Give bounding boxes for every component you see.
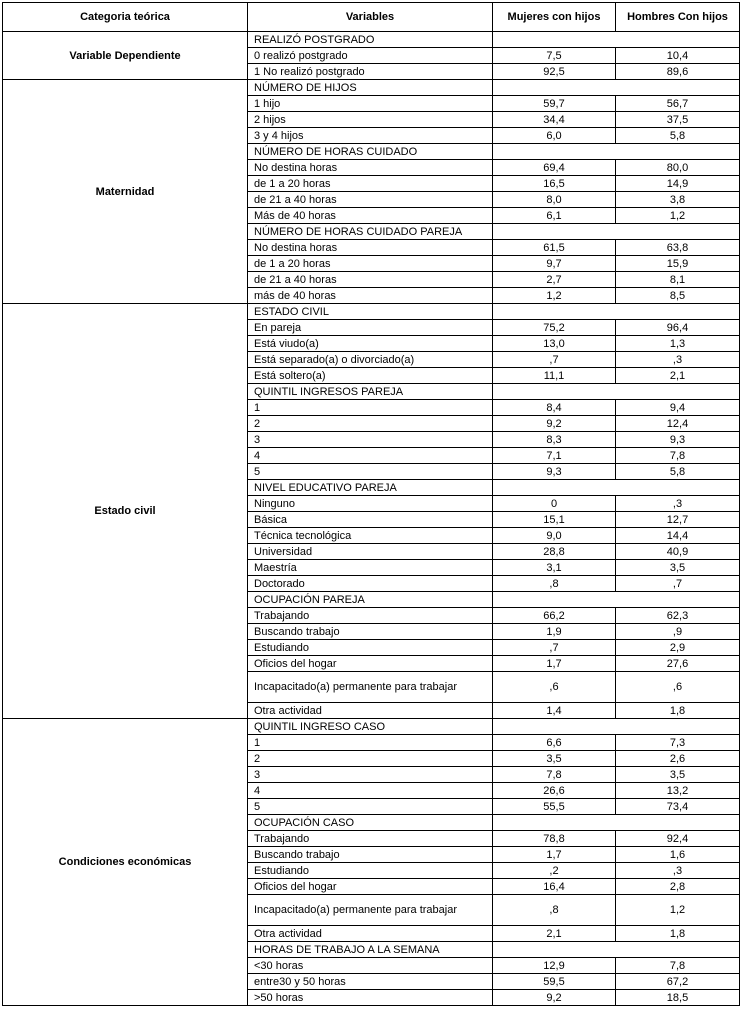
variable-label: Básica bbox=[248, 512, 493, 528]
value-mujeres: ,6 bbox=[493, 672, 616, 703]
value-mujeres: 59,5 bbox=[493, 974, 616, 990]
section-header-row bbox=[3, 719, 740, 735]
value-hombres: 40,9 bbox=[616, 544, 740, 560]
value-hombres: 10,4 bbox=[616, 48, 740, 64]
value-mujeres: 3,5 bbox=[493, 751, 616, 767]
section-label: QUINTIL INGRESOS PAREJA bbox=[248, 384, 493, 400]
value-mujeres: 61,5 bbox=[493, 240, 616, 256]
variable-label: 3 bbox=[248, 767, 493, 783]
variable-label: Está separado(a) o divorciado(a) bbox=[248, 352, 493, 368]
variable-label: 4 bbox=[248, 783, 493, 799]
value-hombres: 73,4 bbox=[616, 799, 740, 815]
variable-label: Buscando trabajo bbox=[248, 847, 493, 863]
value-hombres: 7,3 bbox=[616, 735, 740, 751]
variable-label: 1 bbox=[248, 735, 493, 751]
value-mujeres: 7,1 bbox=[493, 448, 616, 464]
value-hombres: 3,8 bbox=[616, 192, 740, 208]
value-mujeres: 9,3 bbox=[493, 464, 616, 480]
empty-cell bbox=[493, 32, 740, 48]
value-mujeres: 6,1 bbox=[493, 208, 616, 224]
section-label: OCUPACIÓN PAREJA bbox=[248, 592, 493, 608]
value-mujeres: 28,8 bbox=[493, 544, 616, 560]
value-hombres: 1,6 bbox=[616, 847, 740, 863]
variable-label: Incapacitado(a) permanente para trabajar bbox=[248, 672, 493, 703]
value-hombres: 89,6 bbox=[616, 64, 740, 80]
section-header-row bbox=[3, 304, 740, 320]
value-hombres: 1,8 bbox=[616, 926, 740, 942]
value-mujeres: 7,5 bbox=[493, 48, 616, 64]
value-mujeres: 1,4 bbox=[493, 703, 616, 719]
value-hombres: 2,6 bbox=[616, 751, 740, 767]
variable-label: Trabajando bbox=[248, 608, 493, 624]
value-mujeres: 9,0 bbox=[493, 528, 616, 544]
table-container bbox=[2, 2, 740, 1006]
value-mujeres: 16,4 bbox=[493, 879, 616, 895]
value-mujeres: 66,2 bbox=[493, 608, 616, 624]
value-mujeres: ,2 bbox=[493, 863, 616, 879]
header-variables: Variables bbox=[248, 3, 493, 32]
value-mujeres: 92,5 bbox=[493, 64, 616, 80]
section-header-row bbox=[3, 80, 740, 96]
empty-cell bbox=[493, 304, 740, 320]
value-mujeres: 8,0 bbox=[493, 192, 616, 208]
variable-label: entre30 y 50 horas bbox=[248, 974, 493, 990]
header-row bbox=[3, 3, 740, 32]
variable-label: 1 bbox=[248, 400, 493, 416]
value-mujeres: 75,2 bbox=[493, 320, 616, 336]
value-mujeres: 2,1 bbox=[493, 926, 616, 942]
value-mujeres: 26,6 bbox=[493, 783, 616, 799]
value-hombres: 13,2 bbox=[616, 783, 740, 799]
value-hombres: ,3 bbox=[616, 863, 740, 879]
value-mujeres: 16,5 bbox=[493, 176, 616, 192]
variable-label: de 1 a 20 horas bbox=[248, 176, 493, 192]
variable-label: No destina horas bbox=[248, 160, 493, 176]
variable-label: Universidad bbox=[248, 544, 493, 560]
header-categoria: Categoria teórica bbox=[3, 3, 248, 32]
variable-label: Está viudo(a) bbox=[248, 336, 493, 352]
variable-label: Oficios del hogar bbox=[248, 656, 493, 672]
variable-label: Doctorado bbox=[248, 576, 493, 592]
value-mujeres: ,7 bbox=[493, 352, 616, 368]
value-mujeres: 9,2 bbox=[493, 416, 616, 432]
value-hombres: 5,8 bbox=[616, 128, 740, 144]
section-label: NIVEL EDUCATIVO PAREJA bbox=[248, 480, 493, 496]
section-label: REALIZÓ POSTGRADO bbox=[248, 32, 493, 48]
section-label: NÚMERO DE HORAS CUIDADO bbox=[248, 144, 493, 160]
variable-label: 3 bbox=[248, 432, 493, 448]
value-mujeres: 3,1 bbox=[493, 560, 616, 576]
value-hombres: 7,8 bbox=[616, 958, 740, 974]
value-hombres: 14,9 bbox=[616, 176, 740, 192]
header-mujeres: Mujeres con hijos bbox=[493, 3, 616, 32]
value-mujeres: 1,2 bbox=[493, 288, 616, 304]
value-hombres: 62,3 bbox=[616, 608, 740, 624]
empty-cell bbox=[493, 144, 740, 160]
empty-cell bbox=[493, 80, 740, 96]
value-mujeres: 1,7 bbox=[493, 847, 616, 863]
empty-cell bbox=[493, 815, 740, 831]
empty-cell bbox=[493, 384, 740, 400]
value-hombres: ,7 bbox=[616, 576, 740, 592]
section-label: NÚMERO DE HIJOS bbox=[248, 80, 493, 96]
value-hombres: 56,7 bbox=[616, 96, 740, 112]
value-mujeres: 7,8 bbox=[493, 767, 616, 783]
variable-label: Técnica tecnológica bbox=[248, 528, 493, 544]
variable-label: <30 horas bbox=[248, 958, 493, 974]
section-label: ESTADO CIVIL bbox=[248, 304, 493, 320]
variable-label: 0 realizó postgrado bbox=[248, 48, 493, 64]
category-cell: Maternidad bbox=[3, 80, 248, 304]
variable-label: Trabajando bbox=[248, 831, 493, 847]
value-hombres: 2,9 bbox=[616, 640, 740, 656]
value-mujeres: 55,5 bbox=[493, 799, 616, 815]
variable-label: Oficios del hogar bbox=[248, 879, 493, 895]
value-mujeres: 0 bbox=[493, 496, 616, 512]
section-label: QUINTIL INGRESO CASO bbox=[248, 719, 493, 735]
value-mujeres: 6,6 bbox=[493, 735, 616, 751]
value-hombres: 2,8 bbox=[616, 879, 740, 895]
variable-label: Maestría bbox=[248, 560, 493, 576]
value-hombres: 7,8 bbox=[616, 448, 740, 464]
section-label: OCUPACIÓN CASO bbox=[248, 815, 493, 831]
value-mujeres: 1,7 bbox=[493, 656, 616, 672]
value-mujeres: 34,4 bbox=[493, 112, 616, 128]
value-hombres: 1,8 bbox=[616, 703, 740, 719]
value-hombres: ,6 bbox=[616, 672, 740, 703]
value-hombres: 12,4 bbox=[616, 416, 740, 432]
variable-label: Estudiando bbox=[248, 863, 493, 879]
value-hombres: 1,3 bbox=[616, 336, 740, 352]
value-mujeres: ,8 bbox=[493, 895, 616, 926]
value-hombres: 2,1 bbox=[616, 368, 740, 384]
variable-label: 4 bbox=[248, 448, 493, 464]
value-mujeres: 9,2 bbox=[493, 990, 616, 1006]
section-header-row bbox=[3, 32, 740, 48]
value-mujeres: ,7 bbox=[493, 640, 616, 656]
empty-cell bbox=[493, 224, 740, 240]
variable-label: 1 hijo bbox=[248, 96, 493, 112]
value-hombres: 63,8 bbox=[616, 240, 740, 256]
value-hombres: ,3 bbox=[616, 496, 740, 512]
variable-label: más de 40 horas bbox=[248, 288, 493, 304]
empty-cell bbox=[493, 719, 740, 735]
value-hombres: ,3 bbox=[616, 352, 740, 368]
variable-label: Otra actividad bbox=[248, 926, 493, 942]
value-mujeres: 78,8 bbox=[493, 831, 616, 847]
value-mujeres: 15,1 bbox=[493, 512, 616, 528]
value-hombres: 14,4 bbox=[616, 528, 740, 544]
value-hombres: 12,7 bbox=[616, 512, 740, 528]
value-mujeres: 6,0 bbox=[493, 128, 616, 144]
value-mujeres: ,8 bbox=[493, 576, 616, 592]
value-hombres: 3,5 bbox=[616, 560, 740, 576]
header-hombres: Hombres Con hijos bbox=[616, 3, 740, 32]
value-hombres: 96,4 bbox=[616, 320, 740, 336]
variable-label: >50 horas bbox=[248, 990, 493, 1006]
value-mujeres: 59,7 bbox=[493, 96, 616, 112]
value-hombres: 9,4 bbox=[616, 400, 740, 416]
variable-label: 3 y 4 hijos bbox=[248, 128, 493, 144]
value-hombres: 18,5 bbox=[616, 990, 740, 1006]
variable-label: 2 bbox=[248, 416, 493, 432]
variable-label: de 21 a 40 horas bbox=[248, 192, 493, 208]
variable-label: Más de 40 horas bbox=[248, 208, 493, 224]
variable-label: Buscando trabajo bbox=[248, 624, 493, 640]
variable-label: Incapacitado(a) permanente para trabajar bbox=[248, 895, 493, 926]
value-hombres: 67,2 bbox=[616, 974, 740, 990]
value-hombres: ,9 bbox=[616, 624, 740, 640]
category-cell: Variable Dependiente bbox=[3, 32, 248, 80]
variable-label: No destina horas bbox=[248, 240, 493, 256]
variable-label: Otra actividad bbox=[248, 703, 493, 719]
value-hombres: 9,3 bbox=[616, 432, 740, 448]
variable-label: de 21 a 40 horas bbox=[248, 272, 493, 288]
variable-label: 2 bbox=[248, 751, 493, 767]
category-cell: Condiciones económicas bbox=[3, 719, 248, 1006]
data-table bbox=[2, 2, 740, 1006]
category-cell: Estado civil bbox=[3, 304, 248, 719]
value-hombres: 27,6 bbox=[616, 656, 740, 672]
value-mujeres: 69,4 bbox=[493, 160, 616, 176]
table-body bbox=[3, 32, 740, 1006]
value-mujeres: 13,0 bbox=[493, 336, 616, 352]
empty-cell bbox=[493, 480, 740, 496]
section-label: HORAS DE TRABAJO A LA SEMANA bbox=[248, 942, 493, 958]
value-mujeres: 12,9 bbox=[493, 958, 616, 974]
value-mujeres: 11,1 bbox=[493, 368, 616, 384]
value-hombres: 15,9 bbox=[616, 256, 740, 272]
value-hombres: 8,5 bbox=[616, 288, 740, 304]
value-hombres: 8,1 bbox=[616, 272, 740, 288]
variable-label: Estudiando bbox=[248, 640, 493, 656]
value-hombres: 1,2 bbox=[616, 895, 740, 926]
value-mujeres: 8,3 bbox=[493, 432, 616, 448]
value-mujeres: 8,4 bbox=[493, 400, 616, 416]
value-hombres: 80,0 bbox=[616, 160, 740, 176]
value-hombres: 3,5 bbox=[616, 767, 740, 783]
value-mujeres: 2,7 bbox=[493, 272, 616, 288]
value-hombres: 5,8 bbox=[616, 464, 740, 480]
variable-label: Está soltero(a) bbox=[248, 368, 493, 384]
variable-label: de 1 a 20 horas bbox=[248, 256, 493, 272]
variable-label: En pareja bbox=[248, 320, 493, 336]
value-hombres: 92,4 bbox=[616, 831, 740, 847]
value-mujeres: 9,7 bbox=[493, 256, 616, 272]
value-hombres: 37,5 bbox=[616, 112, 740, 128]
empty-cell bbox=[493, 592, 740, 608]
section-label: NÚMERO DE HORAS CUIDADO PAREJA bbox=[248, 224, 493, 240]
variable-label: 2 hijos bbox=[248, 112, 493, 128]
variable-label: Ninguno bbox=[248, 496, 493, 512]
variable-label: 5 bbox=[248, 799, 493, 815]
empty-cell bbox=[493, 942, 740, 958]
value-mujeres: 1,9 bbox=[493, 624, 616, 640]
variable-label: 1 No realizó postgrado bbox=[248, 64, 493, 80]
value-hombres: 1,2 bbox=[616, 208, 740, 224]
variable-label: 5 bbox=[248, 464, 493, 480]
